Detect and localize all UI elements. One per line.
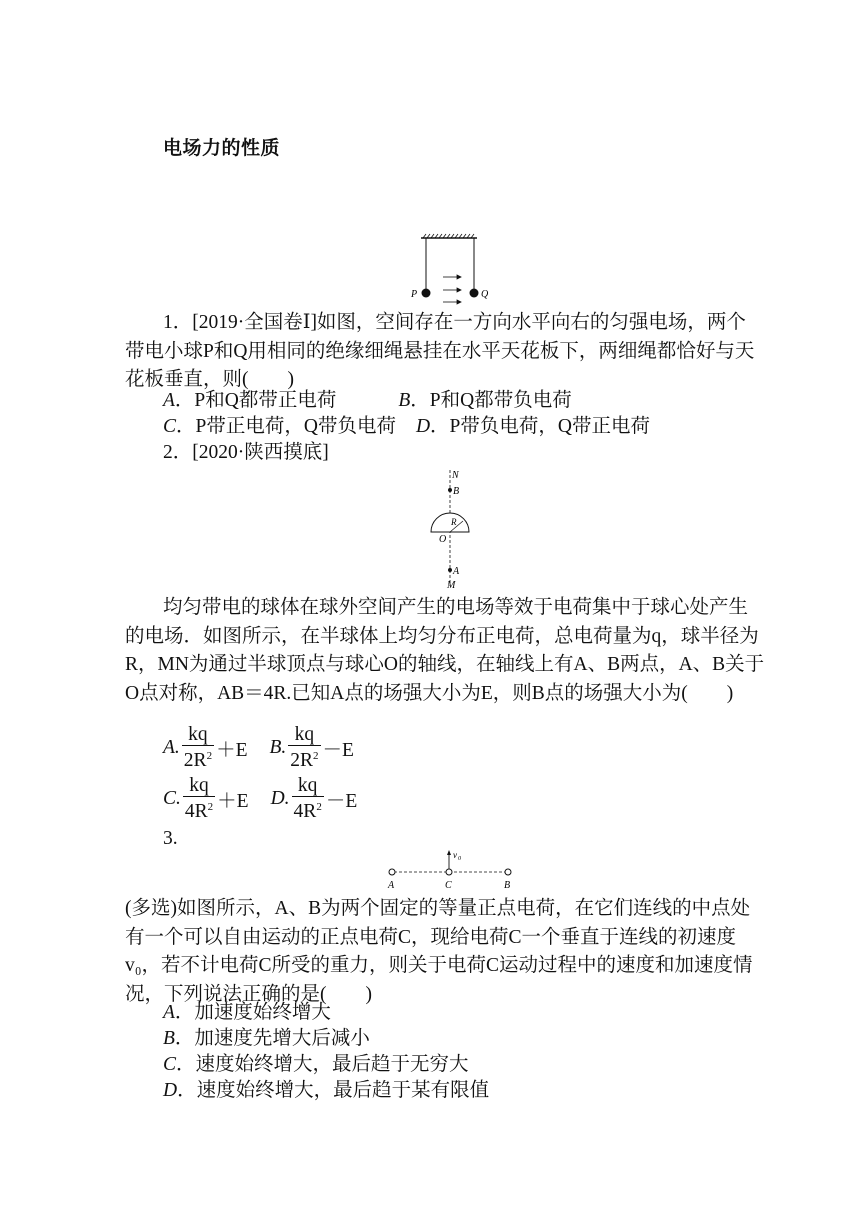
q1-option-c: ．P带正电荷，Q带负电荷 — [176, 416, 396, 437]
q2-label-a: A — [453, 566, 460, 577]
q2-option-a-denominator — [182, 746, 214, 771]
q1-options-row2 — [163, 414, 650, 440]
q2-option-d-letter: D. — [270, 788, 290, 809]
q2-option-b-numerator: kq — [288, 725, 320, 746]
q3-option-b: ．加速度先增大后减小 — [174, 1028, 370, 1049]
q2-option-b-letter: B. — [269, 737, 287, 758]
q3-option-b-row — [163, 1026, 370, 1052]
q2-figure — [420, 466, 480, 592]
q2-option-c-fraction — [183, 776, 215, 822]
q3-figure — [380, 848, 520, 892]
q1-option-c-letter: C — [163, 416, 177, 437]
q1-question-text: 1．[2019·全国卷Ⅰ]如图，空间存在一方向水平向右的匀强电场，两个带电小球P和Q用相同的绝缘细绳悬挂在水平天花板下，两细绳都恰好与天花板垂直，则( ) — [125, 312, 755, 391]
q2-header: 2．[2020·陕西摸底] — [163, 442, 329, 463]
q1-option-d-letter: D — [415, 416, 431, 437]
q2-option-c-den-base: 4R — [184, 801, 208, 822]
q2-question-text: 均匀带电的球体在球外空间产生的电场等效于电荷集中于球心处产生的电场．如图所示，在半球体上均匀分布正电荷，总电荷量为q，球半径为R，MN为通过半球顶点与球心O的轴线，在轴线上有A、B两点，A、B关于O点对称，AB＝4R.已知A点的场强大小为E，则B点的场强大小为( ) — [125, 597, 765, 704]
page-title: 电场力的性质 — [163, 137, 281, 159]
q2-option-d-den-base: 4R — [293, 801, 317, 822]
q2-option-d-denominator — [292, 797, 324, 822]
q3-option-d: ．速度始终增大，最后趋于某有限值 — [177, 1080, 490, 1101]
q3-option-c-row — [163, 1052, 469, 1078]
q2-option-b-den-exp: 2 — [313, 750, 319, 762]
q2-option-c-letter: C. — [163, 788, 181, 809]
q3-option-d-letter: D — [163, 1080, 178, 1101]
q1-option-d: ．P带负电荷，Q带正电荷 — [430, 416, 650, 437]
q1-option-b-letter: B — [398, 390, 411, 411]
q3-label-b: B — [504, 880, 511, 891]
q2-option-d-fraction — [292, 776, 324, 822]
q2-option-a-tail: ＋E — [216, 740, 248, 761]
q1-option-a: ．P和Q都带正电荷 — [174, 390, 337, 411]
q1-options-row1 — [163, 388, 572, 414]
q1-option-b: ．P和Q都带负电荷 — [410, 390, 572, 411]
q3-label-a: A — [388, 880, 395, 891]
q2-options-row2 — [163, 776, 357, 820]
q3-option-a-row — [163, 1000, 331, 1026]
q2-option-b-denominator — [288, 746, 320, 771]
q2-option-b-tail: －E — [322, 740, 354, 761]
q2-option-b-den-base: 2R — [290, 750, 314, 771]
q2-option-a-fraction — [182, 725, 214, 771]
q3-label-c: C — [445, 880, 452, 891]
q2-option-d-numerator: kq — [292, 776, 324, 797]
q3-label-v0: v — [453, 850, 457, 860]
q3-option-c-letter: C — [163, 1054, 177, 1075]
q3-option-d-row — [163, 1078, 489, 1104]
q3-option-a: ．加速度始终增大 — [174, 1002, 331, 1023]
q1-option-a-letter: A — [163, 390, 175, 411]
q1-label-q: Q — [481, 289, 489, 300]
q3-option-b-letter: B — [163, 1028, 175, 1049]
q3-label-v0-sub: 0 — [458, 856, 461, 862]
q1-label-p: P — [411, 289, 418, 300]
q2-label-n: N — [452, 470, 459, 481]
q2-option-c-numerator: kq — [183, 776, 215, 797]
q2-label-o: O — [439, 534, 447, 545]
q2-option-a-den-exp: 2 — [206, 750, 213, 762]
q2-options-row1 — [163, 725, 354, 769]
q2-option-c-tail: ＋E — [217, 791, 249, 812]
q2-label-b: B — [453, 486, 460, 497]
q3-option-c: ．速度始终增大，最后趋于无穷大 — [176, 1054, 469, 1075]
q2-label-r: R — [451, 517, 457, 527]
q2-option-a-den-base: 2R — [183, 750, 207, 771]
q2-option-d-den-exp: 2 — [316, 801, 322, 813]
q2-label-m: M — [447, 580, 456, 591]
q2-option-a-letter: A. — [163, 737, 180, 758]
q1-figure — [405, 232, 489, 304]
q3-question-text: (多选)如图所示，A、B为两个固定的等量正点电荷，在它们连线的中点处有一个可以自由运动的正点电荷C，现给电荷C一个垂直于连线的初速度v₀，若不计电荷C所受的重力，则关于电荷C运动过程中的速度和加速度情况，下列说法正确的是( ) — [125, 898, 753, 1005]
q3-header: 3. — [163, 828, 178, 849]
q2-option-b-fraction — [288, 725, 320, 771]
q2-option-c-denominator — [183, 797, 215, 822]
q3-option-a-letter: A — [163, 1002, 175, 1023]
q2-option-d-tail: －E — [325, 791, 358, 812]
q2-option-c-den-exp: 2 — [207, 801, 214, 813]
q2-option-a-numerator: kq — [182, 725, 214, 746]
